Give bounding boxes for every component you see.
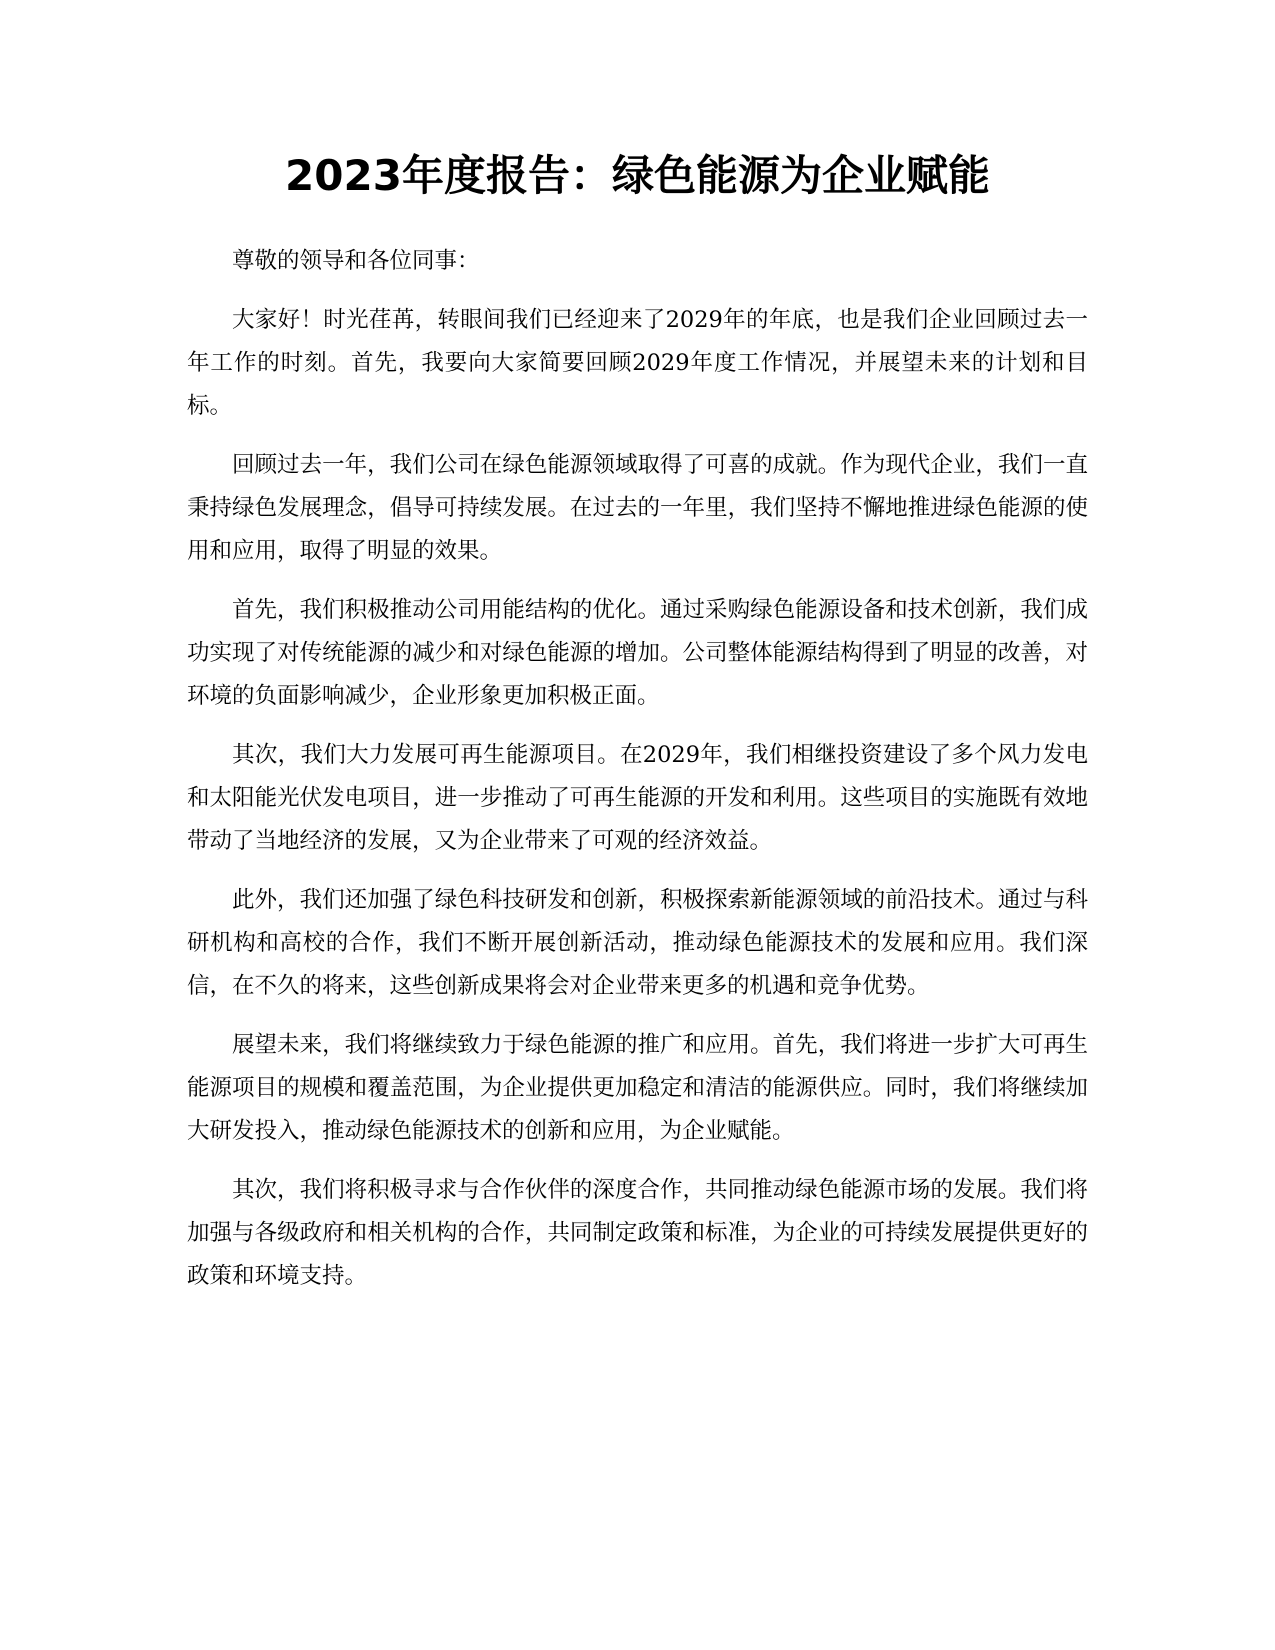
document-title: 2023年度报告：绿色能源为企业赋能 xyxy=(285,151,990,200)
paragraph-review: 回顾过去一年，我们公司在绿色能源领域取得了可喜的成就。作为现代企业，我们一直秉持绿色发展理念，倡导可持续发展。在过去的一年里，我们坚持不懈地推进绿色能源的使用和应用，取得了明显的效果。 xyxy=(187,452,1088,564)
paragraph-outlook: 展望未来，我们将继续致力于绿色能源的推广和应用。首先，我们将进一步扩大可再生能源项目的规模和覆盖范围，为企业提供更加稳定和清洁的能源供应。同时，我们将继续加大研发投入，推动绿色能源技术的创新和应用，为企业赋能。 xyxy=(187,1032,1088,1144)
paragraph-greeting: 大家好！时光荏苒，转眼间我们已经迎来了2029年的年底，也是我们企业回顾过去一年工作的时刻。首先，我要向大家简要回顾2029年度工作情况，并展望未来的计划和目标。 xyxy=(187,307,1088,419)
paragraph-research: 此外，我们还加强了绿色科技研发和创新，积极探索新能源领域的前沿技术。通过与科研机构和高校的合作，我们不断开展创新活动，推动绿色能源技术的发展和应用。我们深信，在不久的将来，这些创新成果将会对企业带来更多的机遇和竞争优势。 xyxy=(187,887,1088,999)
paragraph-salutation: 尊敬的领导和各位同事： xyxy=(232,248,480,274)
document-body xyxy=(187,240,1088,1314)
paragraph-energy-structure: 首先，我们积极推动公司用能结构的优化。通过采购绿色能源设备和技术创新，我们成功实现了对传统能源的减少和对绿色能源的增加。公司整体能源结构得到了明显的改善，对环境的负面影响减少，企业形象更加积极正面。 xyxy=(187,597,1088,709)
paragraph-renewable-projects: 其次，我们大力发展可再生能源项目。在2029年，我们相继投资建设了多个风力发电和太阳能光伏发电项目，进一步推动了可再生能源的开发和利用。这些项目的实施既有效地带动了当地经济的发展，又为企业带来了可观的经济效益。 xyxy=(187,742,1088,854)
paragraph-cooperation: 其次，我们将积极寻求与合作伙伴的深度合作，共同推动绿色能源市场的发展。我们将加强与各级政府和相关机构的合作，共同制定政策和标准，为企业的可持续发展提供更好的政策和环境支持。 xyxy=(187,1177,1088,1289)
